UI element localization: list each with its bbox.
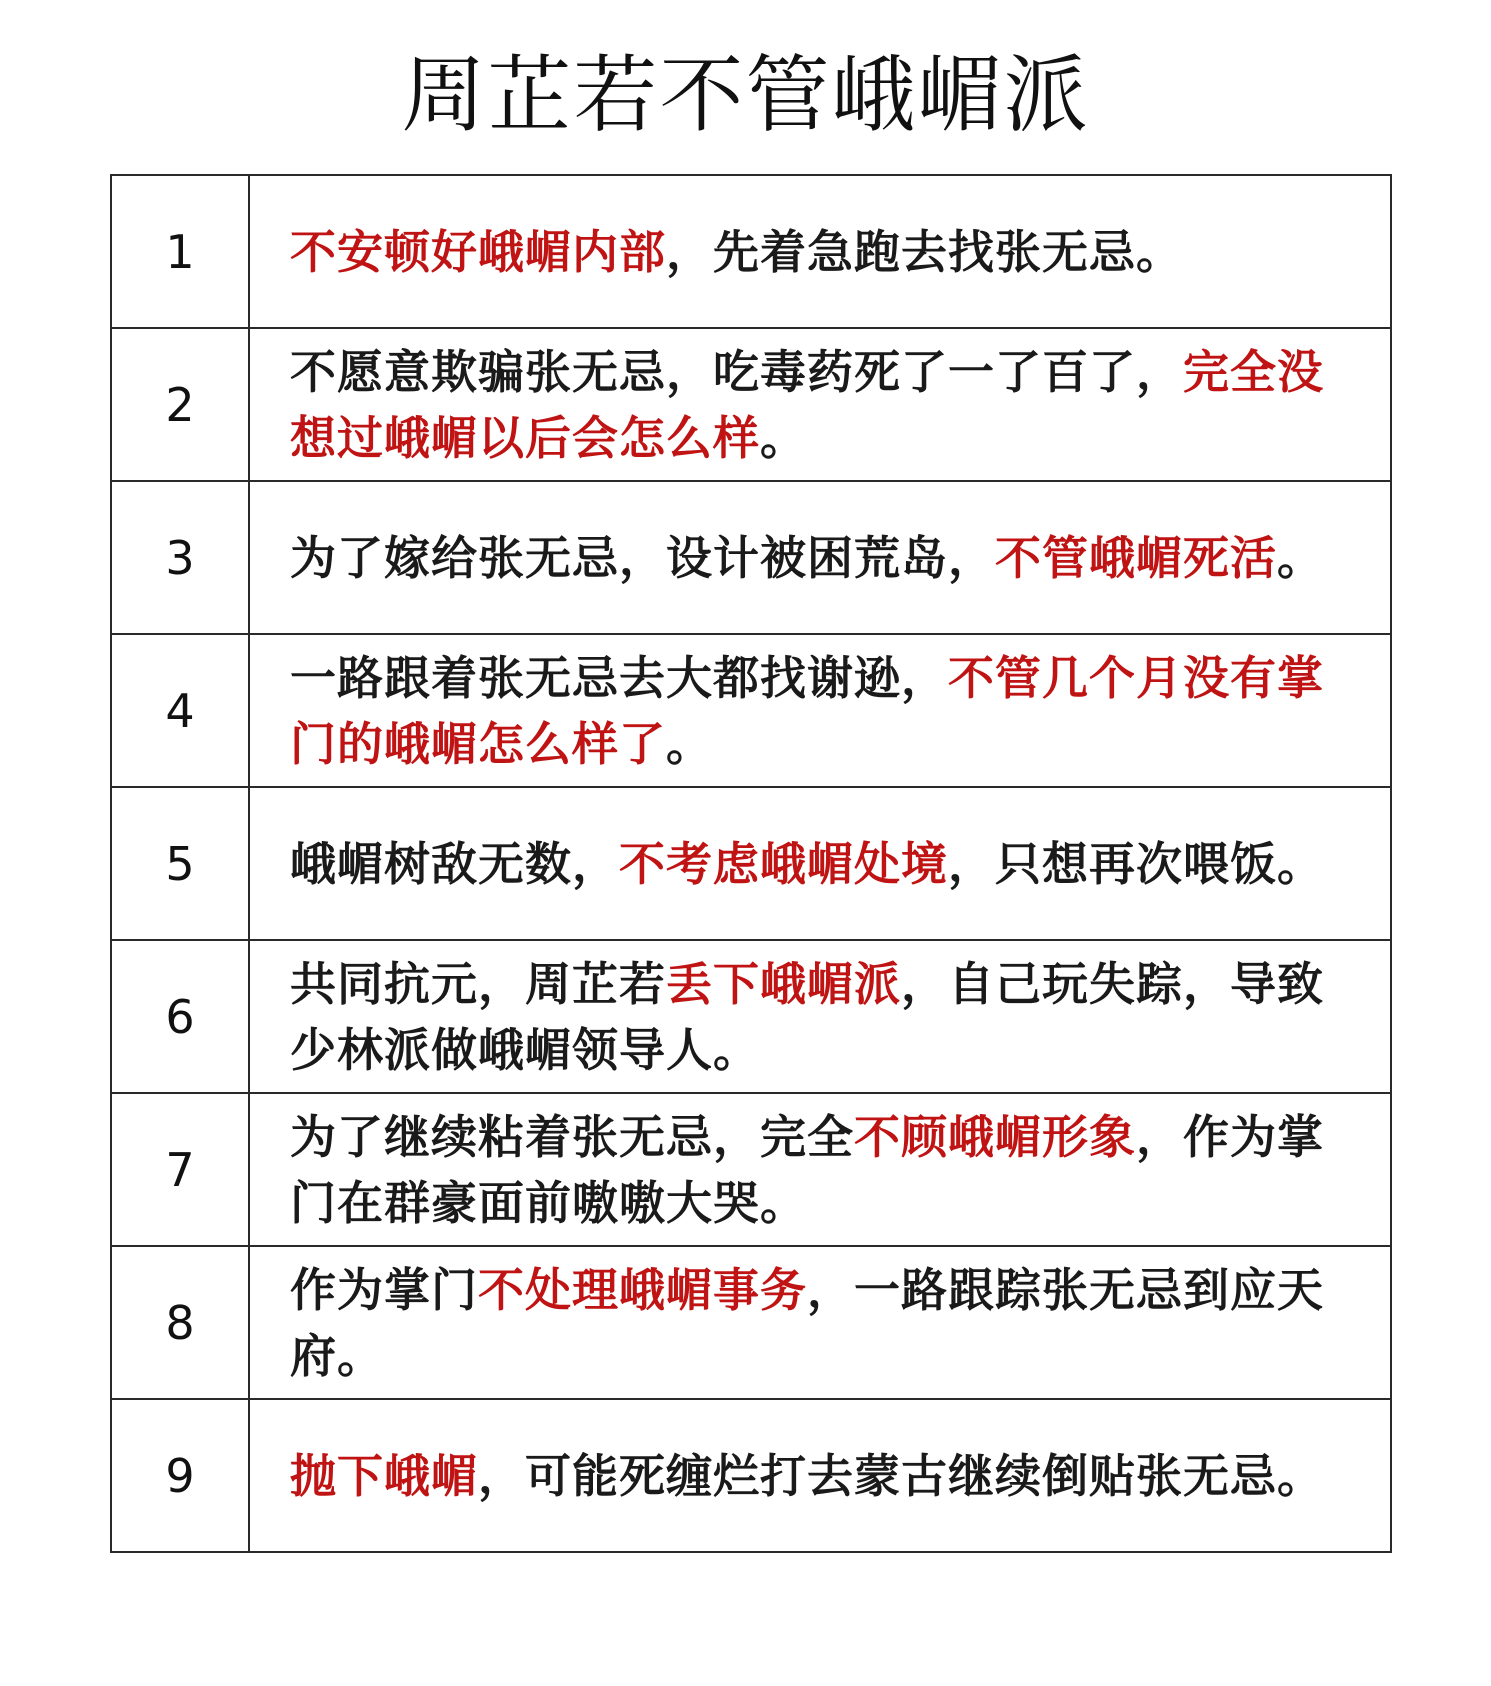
table-row	[111, 481, 1391, 634]
page-title: 周芷若不管峨嵋派	[401, 46, 1090, 144]
row-text	[249, 634, 1391, 787]
plain-text: 不愿意欺骗张无忌，吃毒药死了一了百了，	[290, 344, 1183, 399]
row-number: 3	[111, 481, 249, 634]
plain-text: ，只想再次喂饭。	[948, 836, 1324, 891]
highlighted-text: 抛下峨嵋	[290, 1448, 478, 1503]
row-text	[249, 787, 1391, 940]
plain-text: 共同抗元，周芷若	[290, 956, 666, 1011]
row-number: 4	[111, 634, 249, 787]
highlighted-text: 不管几个月没有掌门的峨嵋怎么样了	[290, 650, 1324, 771]
row-number: 6	[111, 940, 249, 1093]
row-number: 7	[111, 1093, 249, 1246]
plain-text: ，自己玩失踪，导致少林派做峨嵋领导人。	[290, 956, 1324, 1077]
row-text	[249, 1093, 1391, 1246]
plain-text: ，先着急跑去找张无忌。	[666, 224, 1183, 279]
plain-text: 。	[760, 410, 807, 465]
table-row	[111, 940, 1391, 1093]
row-text	[249, 481, 1391, 634]
row-number: 2	[111, 328, 249, 481]
row-text	[249, 175, 1391, 328]
plain-text: 。	[1277, 530, 1324, 585]
plain-text: ，作为掌门在群豪面前嗷嗷大哭。	[290, 1109, 1324, 1230]
row-text	[249, 1399, 1391, 1552]
row-text	[249, 940, 1391, 1093]
plain-text: ，一路跟踪张无忌到应天府。	[290, 1262, 1324, 1383]
row-text	[249, 1246, 1391, 1399]
list-table	[110, 174, 1392, 1553]
plain-text: 。	[666, 716, 713, 771]
highlighted-text: 不管峨嵋死活	[995, 530, 1277, 585]
highlighted-text: 丢下峨嵋派	[666, 956, 901, 1011]
highlighted-text: 完全没想过峨嵋以后会怎么样	[290, 344, 1324, 465]
table-body	[111, 175, 1391, 1552]
row-number: 9	[111, 1399, 249, 1552]
highlighted-text: 不考虑峨嵋处境	[619, 836, 948, 891]
table-row	[111, 1399, 1391, 1552]
table-row	[111, 1093, 1391, 1246]
plain-text: 一路跟着张无忌去大都找谢逊，	[290, 650, 948, 705]
row-number: 8	[111, 1246, 249, 1399]
table-row	[111, 787, 1391, 940]
plain-text: 为了嫁给张无忌，设计被困荒岛，	[290, 530, 995, 585]
plain-text: 作为掌门	[290, 1262, 478, 1317]
plain-text: ，可能死缠烂打去蒙古继续倒贴张无忌。	[478, 1448, 1324, 1503]
table-row	[111, 1246, 1391, 1399]
row-number: 1	[111, 175, 249, 328]
table-row	[111, 328, 1391, 481]
row-text	[249, 328, 1391, 481]
table-row	[111, 175, 1391, 328]
plain-text: 为了继续粘着张无忌，完全	[290, 1109, 854, 1164]
row-number: 5	[111, 787, 249, 940]
highlighted-text: 不处理峨嵋事务	[478, 1262, 807, 1317]
table-row	[111, 634, 1391, 787]
highlighted-text: 不顾峨嵋形象	[854, 1109, 1136, 1164]
highlighted-text: 不安顿好峨嵋内部	[290, 224, 666, 279]
plain-text: 峨嵋树敌无数，	[290, 836, 619, 891]
